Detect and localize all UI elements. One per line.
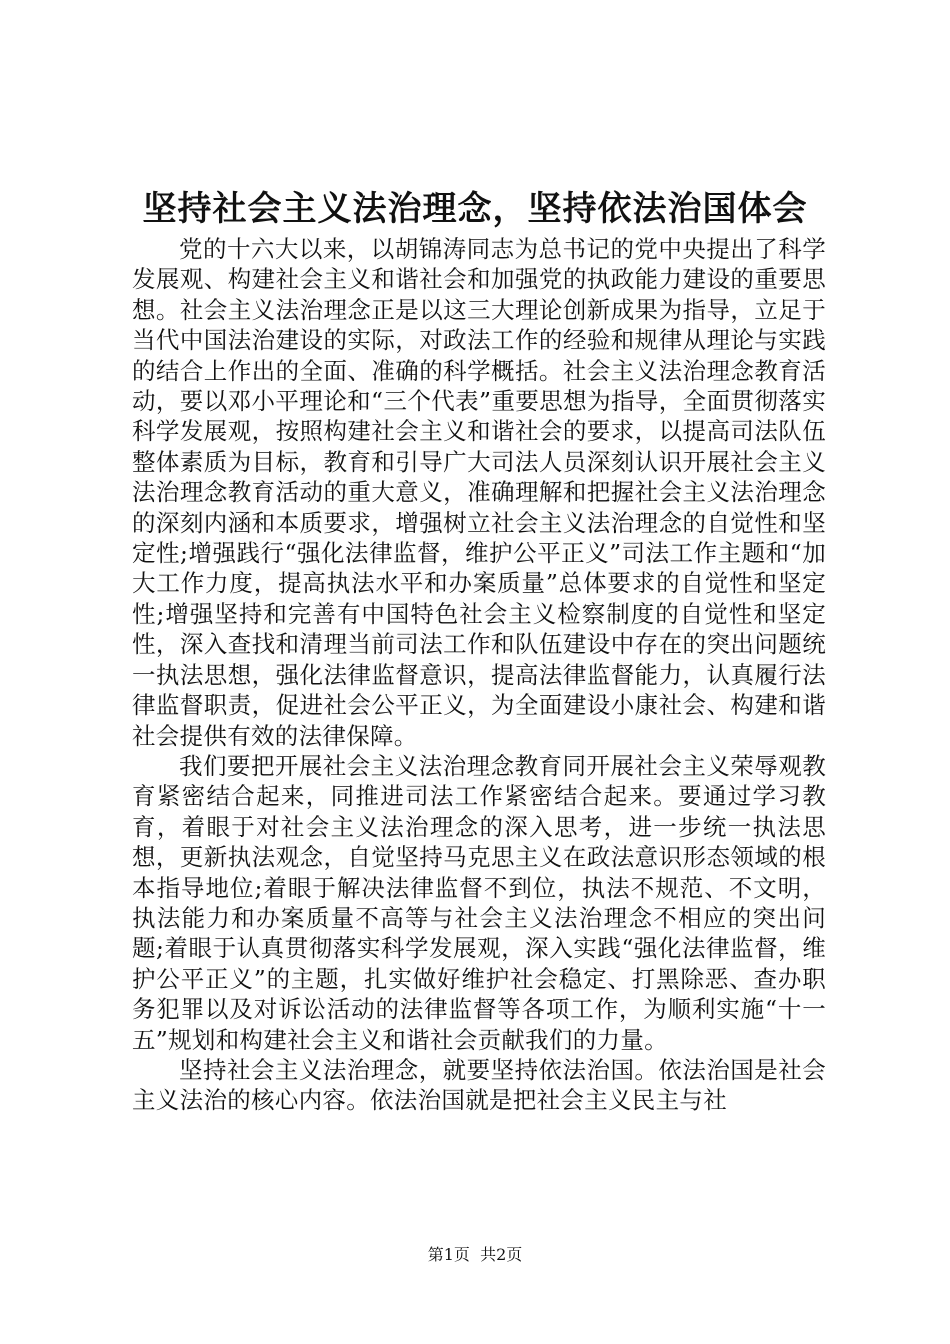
paragraph-3: 坚持社会主义法治理念，就要坚持依法治国。依法治国是社会主义法治的核心内容。依法治国就是把社会主义民主与社 [132, 1055, 826, 1115]
paragraph-1: 党的十六大以来，以胡锦涛同志为总书记的党中央提出了科学发展观、构建社会主义和谐社会和加强党的执政能力建设的重要思想。社会主义法治理念正是以这三大理论创新成果为指导，立足于当代中国法治建设的实际，对政法工作的经验和规律从理论与实践的结合上作出的全面、准确的科学概括。社会主义法治理念教育活动，要以邓小平理论和“三个代表”重要思想为指导，全面贯彻落实科学发展观，按照构建社会主义和谐社会的要求，以提高司法队伍整体素质为目标，教育和引导广大司法人员深刻认识开展社会主义法治理念教育活动的重大意义，准确理解和把握社会主义法治理念的深刻内涵和本质要求，增强树立社会主义法治理念的自觉性和坚定性;增强践行“强化法律监督，维护公平正义”司法工作主题和“加大工作力度，提高执法水平和办案质量”总体要求的自觉性和坚定性;增强坚持和完善有中国特色社会主义检察制度的自觉性和坚定性，深入查找和清理当前司法工作和队伍建设中存在的突出问题统一执法思想，强化法律监督意识，提高法律监督能力，认真履行法律监督职责，促进社会公平正义，为全面建设小康社会、构建和谐社会提供有效的法律保障。 [132, 235, 826, 750]
page-number: 第1页 共2页 [427, 1245, 523, 1264]
document-body [132, 234, 826, 1116]
page-footer [0, 1244, 950, 1266]
paragraph-2: 我们要把开展社会主义法治理念教育同开展社会主义荣辱观教育紧密结合起来，同推进司法工作紧密结合起来。要通过学习教育，着眼于对社会主义法治理念的深入思考，进一步统一执法思想，更新执法观念，自觉坚持马克思主义在政法意识形态领域的根本指导地位;着眼于解决法律监督不到位，执法不规范、不文明，执法能力和办案质量不高等与社会主义法治理念不相应的突出问题;着眼于认真贯彻落实科学发展观，深入实践“强化法律监督，维护公平正义”的主题，扎实做好维护社会稳定、打黑除恶、查办职务犯罪以及对诉讼活动的法律监督等各项工作，为顺利实施“十一五”规划和构建社会主义和谐社会贡献我们的力量。 [132, 751, 826, 1054]
page-title: 坚持社会主义法治理念，坚持依法治国体会 [142, 189, 808, 229]
